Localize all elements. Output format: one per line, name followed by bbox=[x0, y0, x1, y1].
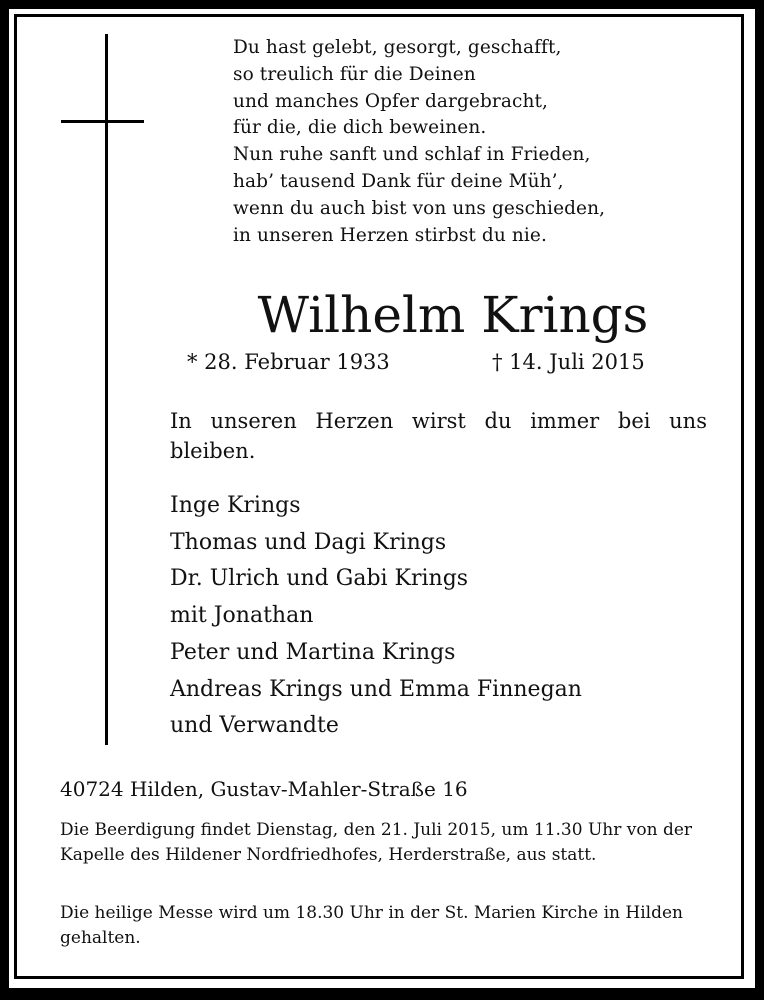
birth-date: * 28. Februar 1933 bbox=[187, 350, 390, 374]
family-member: Andreas Krings und Emma Finnegan bbox=[170, 676, 582, 702]
family-list bbox=[170, 488, 582, 745]
family-member: mit Jonathan bbox=[170, 603, 314, 629]
family-member: Peter und Martina Krings bbox=[170, 639, 456, 665]
cross-vertical-bar bbox=[105, 34, 108, 745]
obituary-frame-inner bbox=[14, 14, 744, 979]
funeral-notice: Die Beerdigung findet Dienstag, den 21. Juli 2015, um 11.30 Uhr von der Kapelle des Hildener Nordfriedhofes, Herderstraße, aus statt. bbox=[60, 820, 693, 865]
death-date: † 14. Juli 2015 bbox=[492, 350, 645, 374]
address: 40724 Hilden, Gustav-Mahler-Straße 16 bbox=[60, 777, 468, 801]
family-member: Thomas und Dagi Krings bbox=[170, 529, 447, 555]
mass-notice: Die heilige Messe wird um 18.30 Uhr in der St. Marien Kirche in Hilden gehalten. bbox=[60, 903, 683, 948]
family-member: Inge Krings bbox=[170, 493, 301, 518]
tribute-text: In unseren Herzen wirst du immer bei uns bleiben. bbox=[170, 409, 707, 463]
poem-line: Nun ruhe sanft und schlaf in Frieden, bbox=[233, 144, 591, 166]
poem-line: und manches Opfer dargebracht, bbox=[233, 90, 548, 112]
family-member: Dr. Ulrich und Gabi Krings bbox=[170, 566, 469, 592]
cross-horizontal-bar bbox=[61, 120, 144, 123]
poem-line: für die, die dich beweinen. bbox=[233, 117, 487, 139]
poem-line: hab’ tausend Dank für deine Müh’, bbox=[233, 170, 564, 192]
poem-line: so treulich für die Deinen bbox=[233, 63, 476, 85]
poem-line: wenn du auch bist von uns geschieden, bbox=[233, 197, 606, 219]
poem-line: Du hast gelebt, gesorgt, geschafft, bbox=[233, 37, 562, 58]
deceased-name: Wilhelm Krings bbox=[257, 286, 649, 344]
family-member: und Verwandte bbox=[170, 713, 339, 739]
poem-line: in unseren Herzen stirbst du nie. bbox=[233, 224, 547, 246]
obituary-frame-outer bbox=[9, 9, 755, 988]
poem bbox=[233, 35, 605, 249]
